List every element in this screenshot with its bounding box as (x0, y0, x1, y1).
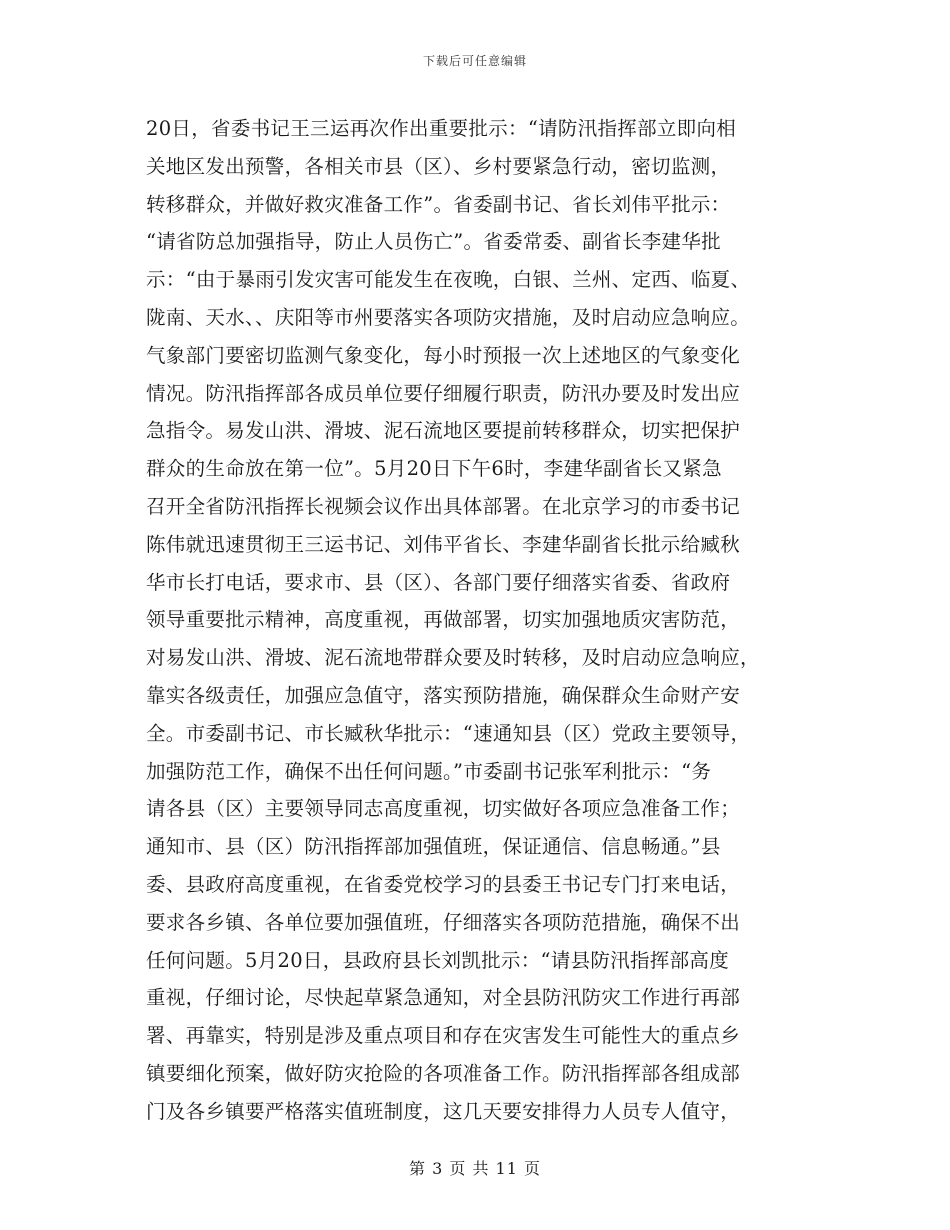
document-body (146, 110, 816, 1131)
body-line: 气象部门要密切监测气象变化，每小时预报一次上述地区的气象变化 (146, 343, 741, 367)
body-line: 情况。防汛指挥部各成员单位要仔细履行职责，防汛办要及时发出应 (146, 381, 741, 405)
body-line: 靠实各级责任，加强应急值守，落实预防措施，确保群众生命财产安 (146, 683, 741, 707)
body-line: 请各县（区）主要领导同志高度重视，切实做好各项应急准备工作； (146, 797, 741, 821)
body-line: 20日，省委书记王三运再次作出重要批示：“请防汛指挥部立即向相 (146, 117, 737, 140)
body-line: 领导重要批示精神，高度重视，再做部署，切实加强地质灾害防范， (146, 608, 741, 632)
body-line: 转移群众，并做好救灾准备工作”。省委副书记、省长刘伟平批示： (146, 192, 731, 216)
body-line: 全。市委副书记、市长臧秋华批示：“速通知县（区）党政主要领导， (146, 721, 751, 745)
page-header: 下载后可任意编辑 (422, 54, 527, 68)
body-line: 门及各乡镇要严格落实值班制度，这几天要安排得力人员专人值守， (146, 1099, 741, 1123)
page-number-footer: 第 3 页 共 11 页 (409, 1159, 541, 1178)
body-line: 陈伟就迅速贯彻王三运书记、刘伟平省长、李建华副省长批示给臧秋 (146, 532, 741, 556)
body-line: 镇要细化预案，做好防灾抢险的各项准备工作。防汛指挥部各组成部 (146, 1061, 741, 1085)
body-line: 署、再靠实，特别是涉及重点项目和存在灾害发生可能性大的重点乡 (146, 1024, 741, 1048)
body-line: 关地区发出预警，各相关市县（区）、乡村要紧急行动，密切监测， (146, 154, 731, 178)
body-line: “请省防总加强指导，防止人员伤亡”。省委常委、副省长李建华批 (146, 230, 721, 254)
body-line: 通知市、县（区）防汛指挥部加强值班，保证通信、信息畅通。”县 (146, 835, 721, 859)
body-line: 召开全省防汛指挥长视频会议作出具体部署。在北京学习的市委书记 (146, 494, 741, 518)
body-line: 群众的生命放在第一位”。5月20日下午6时，李建华副省长又紧急 (146, 457, 722, 481)
body-line: 加强防范工作，确保不出任何问题。”市委副书记张军利批示：“务 (146, 759, 712, 783)
body-line: 重视，仔细讨论，尽快起草紧急通知，对全县防汛防灾工作进行再部 (146, 986, 741, 1010)
body-line: 对易发山洪、滑坡、泥石流地带群众要及时转移，及时启动应急响应， (146, 646, 760, 670)
body-line: 示：“由于暴雨引发灾害可能发生在夜晚，白银、兰州、定西、临夏、 (146, 268, 751, 292)
body-line: 陇南、天水、、庆阳等市州要落实各项防灾措施，及时启动应急响应。 (146, 305, 751, 329)
body-line: 华市长打电话，要求市、县（区）、各部门要仔细落实省委、省政府 (146, 570, 731, 594)
body-line: 急指令。易发山洪、滑坡、泥石流地区要提前转移群众，切实把保护 (146, 419, 741, 443)
body-line: 任何问题。5月20日，县政府县长刘凯批示：“请县防汛指挥部高度 (146, 948, 729, 972)
body-line: 委、县政府高度重视，在省委党校学习的县委王书记专门打来电话， (146, 872, 741, 896)
body-line: 要求各乡镇、各单位要加强值班，仔细落实各项防范措施，确保不出 (146, 910, 741, 934)
